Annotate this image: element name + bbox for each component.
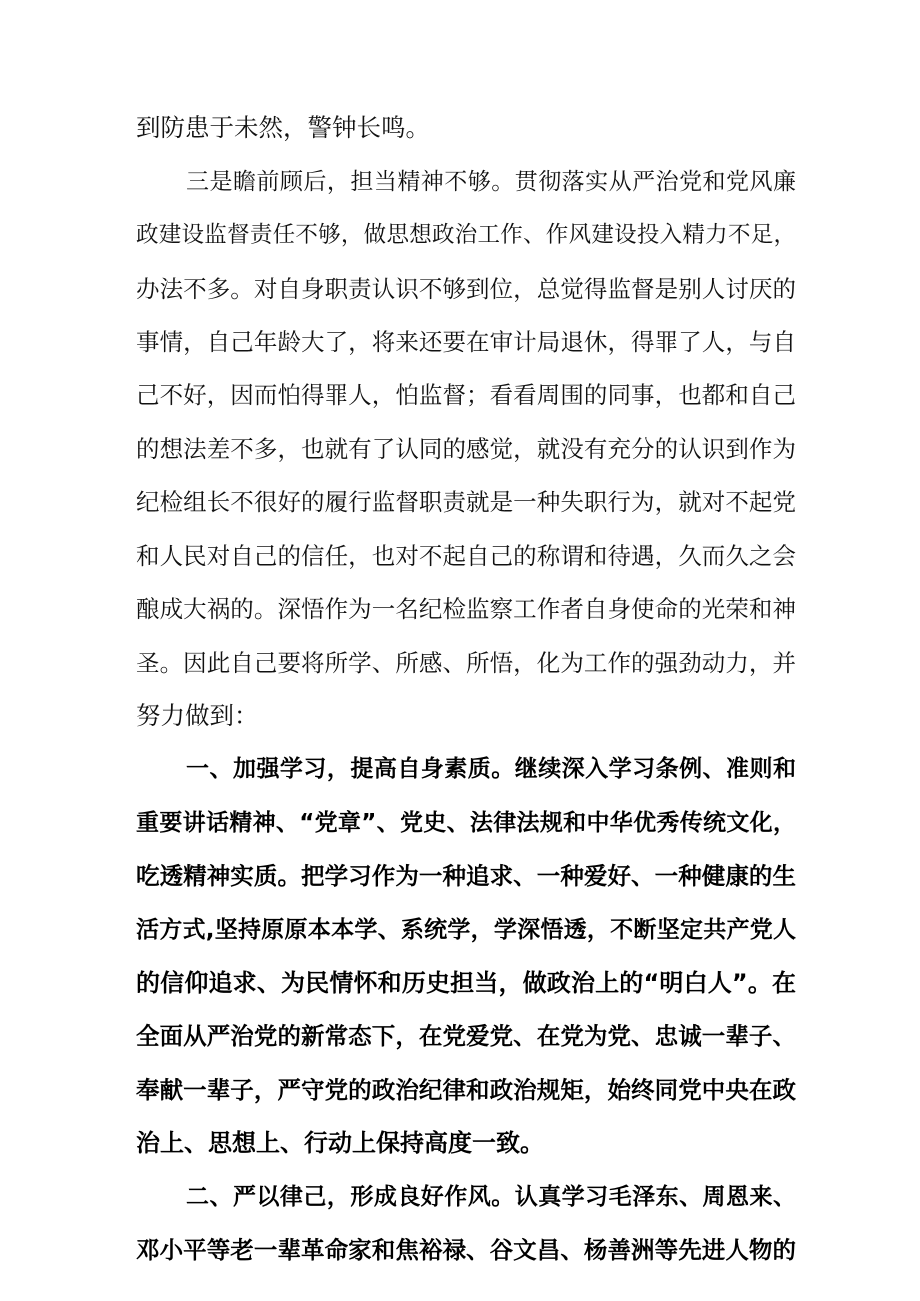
text-line: 的信仰追求、为民情怀和历史担当，做政治上的“明白人”。在 [136,969,796,997]
text-line: 的想法差不多，也就有了认同的感觉，就没有充分的认识到作为 [136,435,796,463]
text-line: 努力做到： [136,701,259,730]
text-line: 酿成大祸的。深悟作为一名纪检监察工作者自身使命的光荣和神 [136,595,796,623]
text-line: 政建设监督责任不够，做思想政治工作、作风建设投入精力不足， [136,222,796,248]
text-line: 事情，自己年龄大了，将来还要在审计局退休，得罪了人，与自 [136,328,796,356]
text-line: 到防患于未然，警钟长鸣。 [136,113,430,142]
section-heading-line: 一、加强学习，提高自身素质。继续深入学习条例、准则和 [186,756,796,782]
text-line: 和人民对自己的信任，也对不起自己的称谓和待遇，久而久之会 [136,542,796,570]
text-line: 圣。因此自己要将所学、所感、所悟，化为工作的强劲动力，并 [136,649,796,677]
section-heading-line: 二、严以律己，形成良好作风。认真学习毛泽东、周恩来、 [186,1184,796,1210]
text-line: 办法不多。对自身职责认识不够到位，总觉得监督是别人讨厌的 [136,275,796,303]
text-line: 己不好，因而怕得罪人，怕监督；看看周围的同事，也都和自己 [136,381,796,409]
text-line: 活方式,坚持原原本本学、系统学，学深悟透，不断坚定共产党人 [136,917,796,943]
text-line: 邓小平等老一辈革命家和焦裕禄、谷文昌、杨善洲等先进人物的 [136,1236,796,1264]
text-line: 纪检组长不很好的履行监督职责就是一种失职行为，就对不起党 [136,488,796,516]
text-line: 重要讲话精神、“党章”、党史、法律法规和中华优秀传统文化， [136,810,796,836]
text-line: 治上、思想上、行动上保持高度一致。 [136,1129,544,1157]
text-line: 三是瞻前顾后，担当精神不够。贯彻落实从严治党和党风廉 [186,169,796,195]
text-line: 全面从严治党的新常态下，在党爱党、在党为党、忠诚一辈子、 [136,1022,796,1050]
text-line: 奉献一辈子，严守党的政治纪律和政治规矩，始终同党中央在政 [136,1076,796,1104]
text-line: 吃透精神实质。把学习作为一种追求、一种爱好、一种健康的生 [136,862,796,890]
